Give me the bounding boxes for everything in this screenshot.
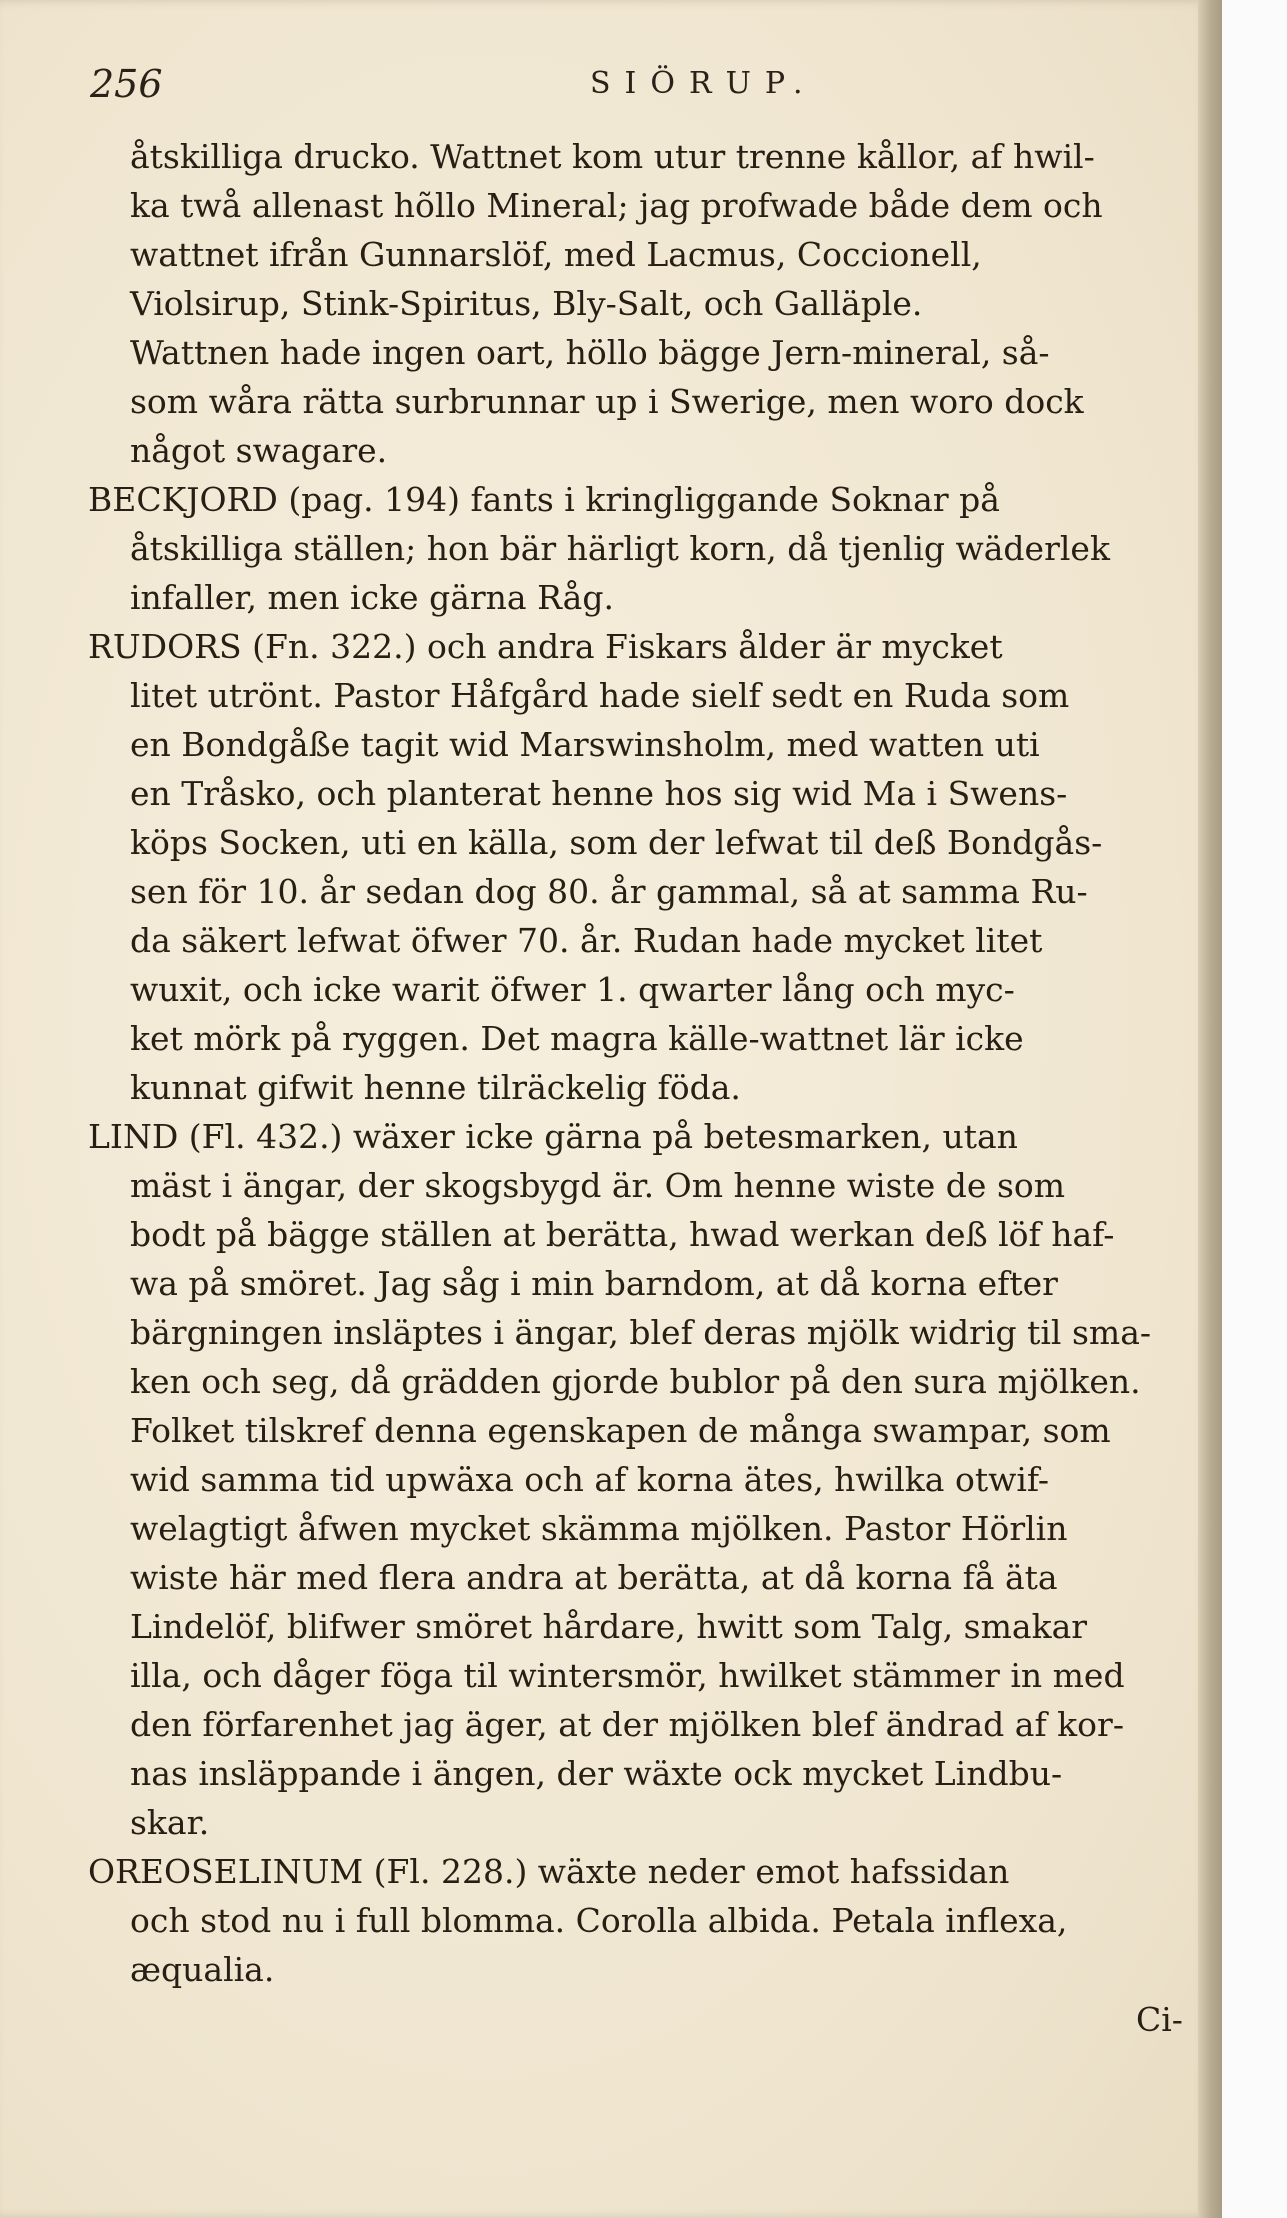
text-line: den förfarenhet jag äger, at der mjölken blef ändrad af kor-	[130, 1705, 1124, 1744]
text-line: en Tråsko, och planterat henne hos sig wid Ma i Swens-	[130, 774, 1068, 813]
text-line: sen för 10. år sedan dog 80. år gammal, så at samma Ru-	[130, 872, 1088, 911]
text-line: ka twå allenast hõllo Mineral; jag profwade både dem och	[130, 186, 1103, 225]
text-line: litet utrönt. Pastor Håfgård hade sielf sedt en Ruda som	[130, 676, 1070, 715]
entry-line-beckjord: BECKJORD (pag. 194) fants i kringliggande Soknar på	[88, 480, 1000, 519]
text-line: welagtigt åfwen mycket skämma mjölken. Pastor Hörlin	[130, 1509, 1068, 1548]
text-line: bärgningen insläptes i ängar, blef deras mjölk widrig til sma-	[130, 1313, 1152, 1352]
catchword: Ci-	[1136, 2000, 1183, 2039]
page-header	[90, 62, 1170, 112]
text-line: Violsirup, Stink-Spiritus, Bly-Salt, och Galläple.	[130, 284, 923, 323]
text-line: wuxit, och icke warit öfwer 1. qwarter lång och myc-	[130, 970, 1015, 1009]
text-line: en Bondgåße tagit wid Marswinsholm, med watten uti	[130, 725, 1040, 764]
text-line: wid samma tid upwäxa och af korna ätes, hwilka otwif-	[130, 1460, 1050, 1499]
entry-line-lind: LIND (Fl. 432.) wäxer icke gärna på betesmarken, utan	[88, 1117, 1018, 1156]
text-line: wa på smöret. Jag såg i min barndom, at då korna efter	[130, 1264, 1058, 1303]
book-gutter-shadow	[1198, 0, 1222, 2218]
text-line: köps Socken, uti en källa, som der lefwat til deß Bondgås-	[130, 823, 1103, 862]
text-line: wiste här med flera andra at berätta, at då korna få äta	[130, 1558, 1058, 1597]
text-line: ket mörk på ryggen. Det magra källe-wattnet lär icke	[130, 1019, 1024, 1058]
text-line: illa, och dåger föga til wintersmör, hwilket stämmer in med	[130, 1656, 1125, 1695]
text-line: skar.	[130, 1803, 210, 1842]
text-line: infaller, men icke gärna Råg.	[130, 578, 614, 617]
text-line: Lindelöf, blifwer smöret hårdare, hwitt som Talg, smakar	[130, 1607, 1088, 1646]
body-text	[88, 132, 1188, 1994]
running-title: SIÖRUP.	[590, 66, 817, 101]
text-line: Wattnen hade ingen oart, höllo bägge Jern-mineral, så-	[130, 333, 1050, 372]
text-line: och stod nu i full blomma. Corolla albida. Petala inflexa,	[130, 1901, 1068, 1940]
text-line: wattnet ifrån Gunnarslöf, med Lacmus, Coccionell,	[130, 235, 982, 274]
text-line: nas insläppande i ängen, der wäxte ock mycket Lindbu-	[130, 1754, 1063, 1793]
text-line: kunnat gifwit henne tilräckelig föda.	[130, 1068, 741, 1107]
text-line: som wåra rätta surbrunnar up i Swerige, men woro dock	[130, 382, 1084, 421]
entry-line-rudors: RUDORS (Fn. 322.) och andra Fiskars ålder är mycket	[88, 627, 1003, 666]
page-number: 256	[90, 62, 163, 106]
text-line: något swagare.	[130, 431, 388, 470]
text-line: æqualia.	[130, 1950, 275, 1989]
text-line: Folket tilskref denna egenskapen de många swampar, som	[130, 1411, 1111, 1450]
text-line: mäst i ängar, der skogsbygd är. Om henne wiste de som	[130, 1166, 1066, 1205]
text-line: da säkert lefwat öfwer 70. år. Rudan hade mycket litet	[130, 921, 1043, 960]
text-line: åtskilliga drucko. Wattnet kom utur trenne kållor, af hwil-	[130, 137, 1095, 176]
entry-line-oreoselinum: OREOSELINUM (Fl. 228.) wäxte neder emot hafssidan	[88, 1852, 1010, 1891]
text-line: åtskilliga ställen; hon bär härligt korn, då tjenlig wäderlek	[130, 529, 1110, 568]
scan-margin	[1222, 0, 1287, 2218]
text-line: ken och seg, då grädden gjorde bublor på den sura mjölken.	[130, 1362, 1141, 1401]
text-line: bodt på bägge ställen at berätta, hwad werkan deß löf haf-	[130, 1215, 1115, 1254]
